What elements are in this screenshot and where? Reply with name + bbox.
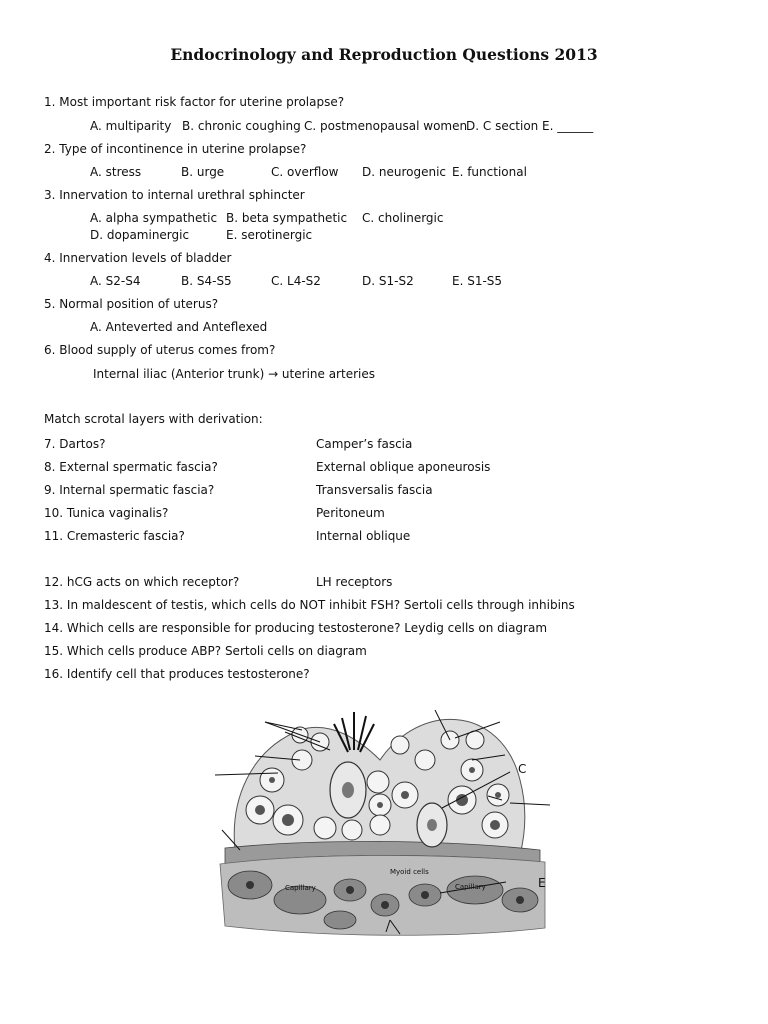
question-6: 6. Blood supply of uterus comes from? (44, 343, 276, 357)
match-question: 8. External spermatic fascia? (44, 460, 218, 474)
q1-option-c: C. postmenopausal women (304, 119, 468, 133)
q1-option-e: E. ______ (542, 119, 594, 133)
q1-option-d: D. C section (466, 119, 539, 133)
q3-option-b: B. beta sympathetic (226, 211, 348, 225)
question-12-answer: LH receptors (316, 575, 393, 589)
q4-option-c: C. L4-S2 (271, 274, 321, 288)
q3-option-d: D. dopaminergic (90, 228, 190, 242)
match-answer: Internal oblique (316, 529, 411, 543)
question-16: 16. Identify cell that produces testosterone? (44, 667, 310, 681)
question-1: 1. Most important risk factor for uterine prolapse? (44, 95, 345, 109)
match-question: 10. Tunica vaginalis? (44, 506, 169, 520)
q2-option-a: A. stress (90, 165, 142, 179)
q4-option-e: E. S1-S5 (452, 274, 503, 288)
match-question: 9. Internal spermatic fascia? (44, 483, 215, 497)
capillary-label-right: Capillary (455, 883, 486, 891)
match-answer: Peritoneum (316, 506, 385, 520)
myoid-cells-label: Myoid cells (390, 868, 429, 876)
question-5: 5. Normal position of uterus? (44, 297, 219, 311)
page-title: Endocrinology and Reproduction Questions 2013 (170, 45, 598, 64)
q1-option-a: A. multiparity (90, 119, 172, 133)
question-13: 13. In maldescent of testis, which cells do NOT inhibit FSH? Sertoli cells through inhibins (44, 598, 575, 612)
q3-option-e: E. serotinergic (226, 228, 313, 242)
q3-option-a: A. alpha sympathetic (90, 211, 218, 225)
q2-option-e: E. functional (452, 165, 527, 179)
match-header: Match scrotal layers with derivation: (44, 412, 263, 426)
question-4: 4. Innervation levels of bladder (44, 251, 232, 265)
match-answer: External oblique aponeurosis (316, 460, 491, 474)
q6-answer: Internal iliac (Anterior trunk) → uterine arteries (93, 367, 375, 381)
label-c: C (518, 762, 527, 776)
question-2: 2. Type of incontinence in uterine prolapse? (44, 142, 307, 156)
q4-option-b: B. S4-S5 (181, 274, 232, 288)
question-3: 3. Innervation to internal urethral sphincter (44, 188, 305, 202)
match-answer: Transversalis fascia (316, 483, 433, 497)
q2-option-b: B. urge (181, 165, 225, 179)
q2-option-c: C. overflow (271, 165, 339, 179)
question-12: 12. hCG acts on which receptor? (44, 575, 240, 589)
match-question: 11. Cremasteric fascia? (44, 529, 185, 543)
capillary-label-left: Capillary (285, 884, 316, 892)
question-15: 15. Which cells produce ABP? Sertoli cells on diagram (44, 644, 367, 658)
q3-option-c: C. cholinergic (362, 211, 444, 225)
q5-answer: A. Anteverted and Anteflexed (90, 320, 268, 334)
seminiferous-tubule-diagram (210, 700, 560, 940)
match-answer: Camper’s fascia (316, 437, 413, 451)
q4-option-a: A. S2-S4 (90, 274, 141, 288)
q1-option-b: B. chronic coughing (182, 119, 301, 133)
match-question: 7. Dartos? (44, 437, 106, 451)
label-e: E (538, 876, 546, 890)
q2-option-d: D. neurogenic (362, 165, 447, 179)
q4-option-d: D. S1-S2 (362, 274, 414, 288)
question-14: 14. Which cells are responsible for producing testosterone? Leydig cells on diagram (44, 621, 548, 635)
